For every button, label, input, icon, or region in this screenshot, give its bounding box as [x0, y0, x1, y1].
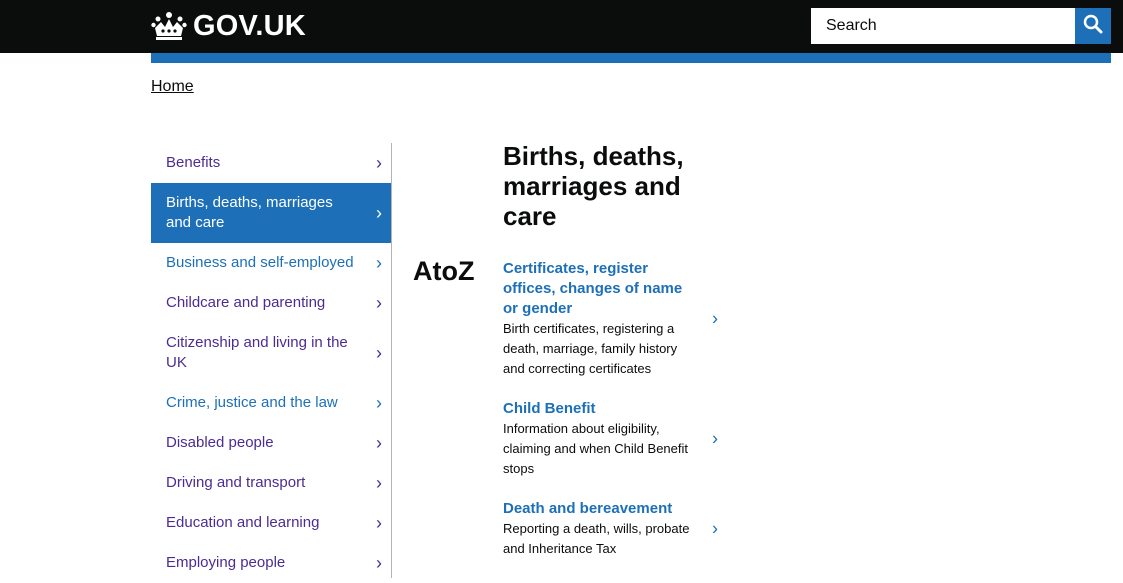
logo-text: GOV.UK	[193, 9, 306, 42]
search-button[interactable]	[1075, 8, 1111, 44]
topic-title: Certificates, register offices, changes of name or gender	[503, 260, 683, 317]
sidebar-item-citizenship[interactable]	[151, 323, 391, 383]
sidebar-item-label: Driving and transport	[166, 474, 306, 491]
breadcrumb	[151, 78, 194, 96]
topic-link-death-bereavement[interactable]	[503, 499, 718, 559]
sidebar-item-label: Employing people	[166, 554, 286, 571]
chevron-right-icon: ›	[376, 253, 382, 273]
chevron-right-icon: ›	[712, 308, 718, 329]
topic-sidebar	[151, 143, 392, 578]
sidebar-item-label: Crime, justice and the law	[166, 394, 338, 411]
chevron-right-icon: ›	[376, 153, 382, 173]
sidebar-item-births-deaths-marriages-care[interactable]	[151, 183, 391, 243]
chevron-right-icon: ›	[376, 553, 382, 573]
chevron-right-icon: ›	[376, 473, 382, 493]
sidebar-item-label: Citizenship and living in the UK	[166, 334, 348, 371]
sidebar-item-label: Benefits	[166, 154, 221, 171]
chevron-right-icon: ›	[376, 343, 382, 363]
header-blue-bar	[151, 53, 1111, 63]
topic-description: Birth certificates, registering a death, marriage, family history and correcting certificates	[503, 321, 678, 376]
sidebar-item-employing[interactable]	[151, 543, 391, 583]
sidebar-item-label: Disabled people	[166, 434, 274, 451]
chevron-right-icon: ›	[712, 428, 718, 449]
topic-title: Death and bereavement	[503, 500, 673, 517]
chevron-right-icon: ›	[376, 513, 382, 533]
chevron-right-icon: ›	[376, 433, 382, 453]
topic-description: Information about eligibility, claiming and when Child Benefit stops	[503, 421, 688, 476]
sidebar-item-label: Childcare and parenting	[166, 294, 326, 311]
govuk-logo-link[interactable]	[151, 10, 306, 42]
crown-icon	[151, 11, 187, 41]
search-icon	[1083, 14, 1103, 39]
chevron-right-icon: ›	[712, 518, 718, 539]
sidebar-item-label: Education and learning	[166, 514, 320, 531]
page-title: Births, deaths, marriages and care	[503, 141, 684, 231]
sidebar-item-business[interactable]	[151, 243, 391, 283]
chevron-right-icon: ›	[376, 203, 382, 223]
sidebar-item-label: Business and self-employed	[166, 254, 354, 271]
topic-description: Reporting a death, wills, probate and Inheritance Tax	[503, 521, 690, 556]
sidebar-item-education[interactable]	[151, 503, 391, 543]
sidebar-item-childcare[interactable]	[151, 283, 391, 323]
topic-link-certificates[interactable]	[503, 259, 718, 379]
topic-title: Child Benefit	[503, 400, 596, 417]
sidebar-item-benefits[interactable]	[151, 143, 391, 183]
search-input[interactable]: Search	[811, 8, 1075, 44]
site-header	[0, 0, 1123, 53]
sidebar-item-crime-justice[interactable]	[151, 383, 391, 423]
breadcrumb-home-link[interactable]: Home	[151, 78, 194, 95]
sidebar-item-disabled-people[interactable]	[151, 423, 391, 463]
atoz-label: AtoZ	[413, 256, 475, 286]
sidebar-item-label: Births, deaths, marriages and care	[166, 194, 333, 231]
topic-link-child-benefit[interactable]	[503, 399, 718, 479]
chevron-right-icon: ›	[376, 393, 382, 413]
sidebar-item-driving[interactable]	[151, 463, 391, 503]
chevron-right-icon: ›	[376, 293, 382, 313]
